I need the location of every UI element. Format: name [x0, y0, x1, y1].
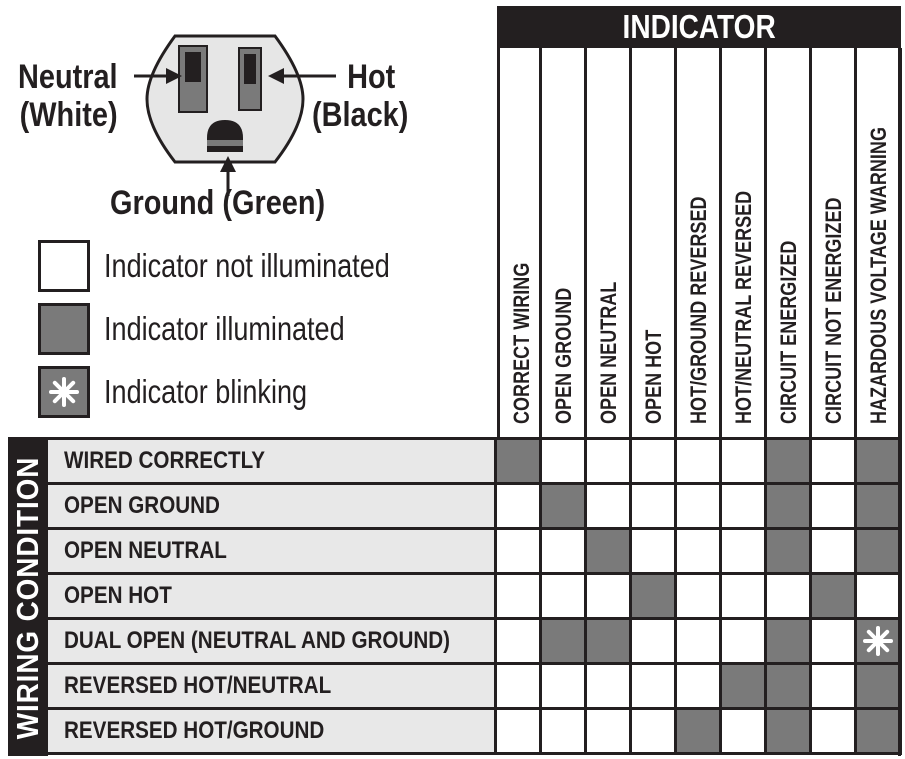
row-label	[48, 440, 497, 485]
indicator-cell-off	[542, 575, 587, 620]
indicator-cell-off	[542, 530, 587, 575]
indicator-cell-off	[677, 485, 722, 530]
row-label-text: OPEN NEUTRAL	[64, 537, 227, 564]
neutral-label	[18, 58, 118, 134]
table-row	[48, 575, 901, 620]
indicator-cell-on	[857, 710, 902, 755]
table-right-border	[898, 6, 901, 756]
column-header	[677, 48, 722, 440]
column-header-label: HOT/GROUND REVERSED	[686, 196, 711, 424]
column-header	[587, 48, 632, 440]
indicator-cell-off	[587, 665, 632, 710]
legend-item-off	[38, 240, 453, 292]
column-header-label: HOT/NEUTRAL REVERSED	[731, 190, 756, 424]
legend-item-blink	[38, 366, 352, 418]
row-label	[48, 710, 497, 755]
indicator-cell-off	[632, 710, 677, 755]
indicator-cell-off	[677, 575, 722, 620]
indicator-cell-off	[497, 620, 542, 665]
blinking-star-icon	[49, 377, 79, 407]
indicator-cell-on	[767, 530, 812, 575]
row-label	[48, 530, 497, 575]
indicator-cell-on	[857, 485, 902, 530]
indicator-cell-off	[497, 530, 542, 575]
indicator-cell-off	[497, 665, 542, 710]
indicator-cell-off	[857, 575, 902, 620]
indicator-header	[497, 6, 901, 48]
table-top-border	[8, 437, 901, 440]
column-header	[722, 48, 767, 440]
indicator-cell-off	[587, 710, 632, 755]
indicator-cell-blink	[857, 620, 902, 665]
hot-label	[312, 58, 408, 134]
column-header	[632, 48, 677, 440]
indicator-cell-on	[767, 665, 812, 710]
row-label-text: OPEN GROUND	[64, 492, 220, 519]
indicator-cell-off	[722, 440, 767, 485]
wiring-condition-title: WIRING CONDITION	[10, 456, 45, 740]
indicator-cell-off	[677, 665, 722, 710]
indicator-cell-off	[542, 665, 587, 710]
indicator-cell-off	[677, 530, 722, 575]
indicator-cell-on	[587, 530, 632, 575]
row-label	[48, 620, 497, 665]
indicator-cell-off	[812, 665, 857, 710]
indicator-cell-on	[497, 440, 542, 485]
row-label	[48, 665, 497, 710]
neutral-label-line2: (White)	[19, 96, 118, 134]
indicator-cell-off	[542, 710, 587, 755]
column-header-label: CORRECT WIRING	[509, 262, 534, 424]
indicator-cell-on	[857, 530, 902, 575]
table-row	[48, 440, 901, 485]
legend-swatch-off	[38, 240, 90, 292]
indicator-cell-off	[542, 440, 587, 485]
indicator-cell-off	[812, 530, 857, 575]
row-label-text: DUAL OPEN (NEUTRAL AND GROUND)	[64, 627, 451, 654]
indicator-cell-off	[632, 665, 677, 710]
indicator-cell-off	[722, 710, 767, 755]
indicator-cell-off	[812, 620, 857, 665]
blinking-star-icon	[863, 626, 893, 656]
indicator-cell-on	[587, 620, 632, 665]
indicator-cell-off	[722, 620, 767, 665]
legend-item-on	[38, 303, 398, 355]
legend-label: Indicator illuminated	[104, 310, 345, 347]
legend-swatch-blink	[38, 366, 90, 418]
indicator-cell-off	[722, 575, 767, 620]
indicator-cell-on	[542, 485, 587, 530]
row-label-text: OPEN HOT	[64, 582, 172, 609]
indicator-cell-on	[767, 440, 812, 485]
indicator-cell-off	[497, 710, 542, 755]
indicator-cell-on	[542, 620, 587, 665]
column-header	[812, 48, 857, 440]
column-header-label: CIRCUIT ENERGIZED	[776, 240, 801, 424]
indicator-cell-off	[632, 485, 677, 530]
row-label	[48, 575, 497, 620]
indicator-cell-off	[632, 530, 677, 575]
indicator-cell-off	[812, 485, 857, 530]
indicator-cell-on	[767, 710, 812, 755]
column-header	[542, 48, 587, 440]
indicator-cell-off	[677, 620, 722, 665]
column-header	[857, 48, 902, 440]
ground-label: Ground (Green)	[110, 184, 326, 222]
neutral-label-line1: Neutral	[18, 58, 118, 96]
table-row	[48, 485, 901, 530]
column-header-label: OPEN HOT	[641, 329, 666, 424]
indicator-cell-on	[767, 485, 812, 530]
indicator-cell-off	[497, 575, 542, 620]
indicator-cell-off	[722, 485, 767, 530]
indicator-cell-on	[812, 575, 857, 620]
row-label-text: REVERSED HOT/NEUTRAL	[64, 672, 332, 699]
column-header-label: OPEN NEUTRAL	[596, 281, 621, 424]
row-label	[48, 485, 497, 530]
indicator-cell-on	[677, 710, 722, 755]
row-label-text: REVERSED HOT/GROUND	[64, 717, 325, 744]
indicator-cell-off	[497, 485, 542, 530]
legend-label: Indicator blinking	[104, 373, 308, 410]
table-row	[48, 530, 901, 575]
indicator-cell-on	[632, 575, 677, 620]
indicator-cell-off	[812, 710, 857, 755]
indicator-cell-off	[587, 440, 632, 485]
indicator-cell-on	[857, 440, 902, 485]
indicator-cell-off	[587, 575, 632, 620]
legend-swatch-on	[38, 303, 90, 355]
indicator-cell-off	[587, 485, 632, 530]
row-label-text: WIRED CORRECTLY	[64, 447, 266, 474]
table-row	[48, 665, 901, 710]
hot-label-line1: Hot	[347, 58, 396, 96]
indicator-cell-off	[767, 575, 812, 620]
hot-label-line2: (Black)	[312, 96, 409, 134]
indicator-cell-off	[722, 530, 767, 575]
indicator-cell-off	[677, 440, 722, 485]
table-row	[48, 620, 901, 665]
column-header-label: OPEN GROUND	[551, 287, 576, 424]
indicator-cell-on	[722, 665, 767, 710]
indicator-cell-off	[632, 440, 677, 485]
indicator-cell-on	[767, 620, 812, 665]
indicator-cell-off	[812, 440, 857, 485]
wiring-condition-bar	[8, 440, 48, 756]
table-row	[48, 710, 901, 755]
indicator-cell-on	[857, 665, 902, 710]
column-header-label: CIRCUIT NOT ENERGIZED	[821, 197, 846, 424]
indicator-cell-off	[632, 620, 677, 665]
legend-label: Indicator not illuminated	[104, 247, 390, 284]
column-header	[767, 48, 812, 440]
column-header-label: HAZARDOUS VOLTAGE WARNING	[866, 127, 891, 424]
indicator-title: INDICATOR	[622, 8, 776, 45]
column-header	[497, 48, 542, 440]
